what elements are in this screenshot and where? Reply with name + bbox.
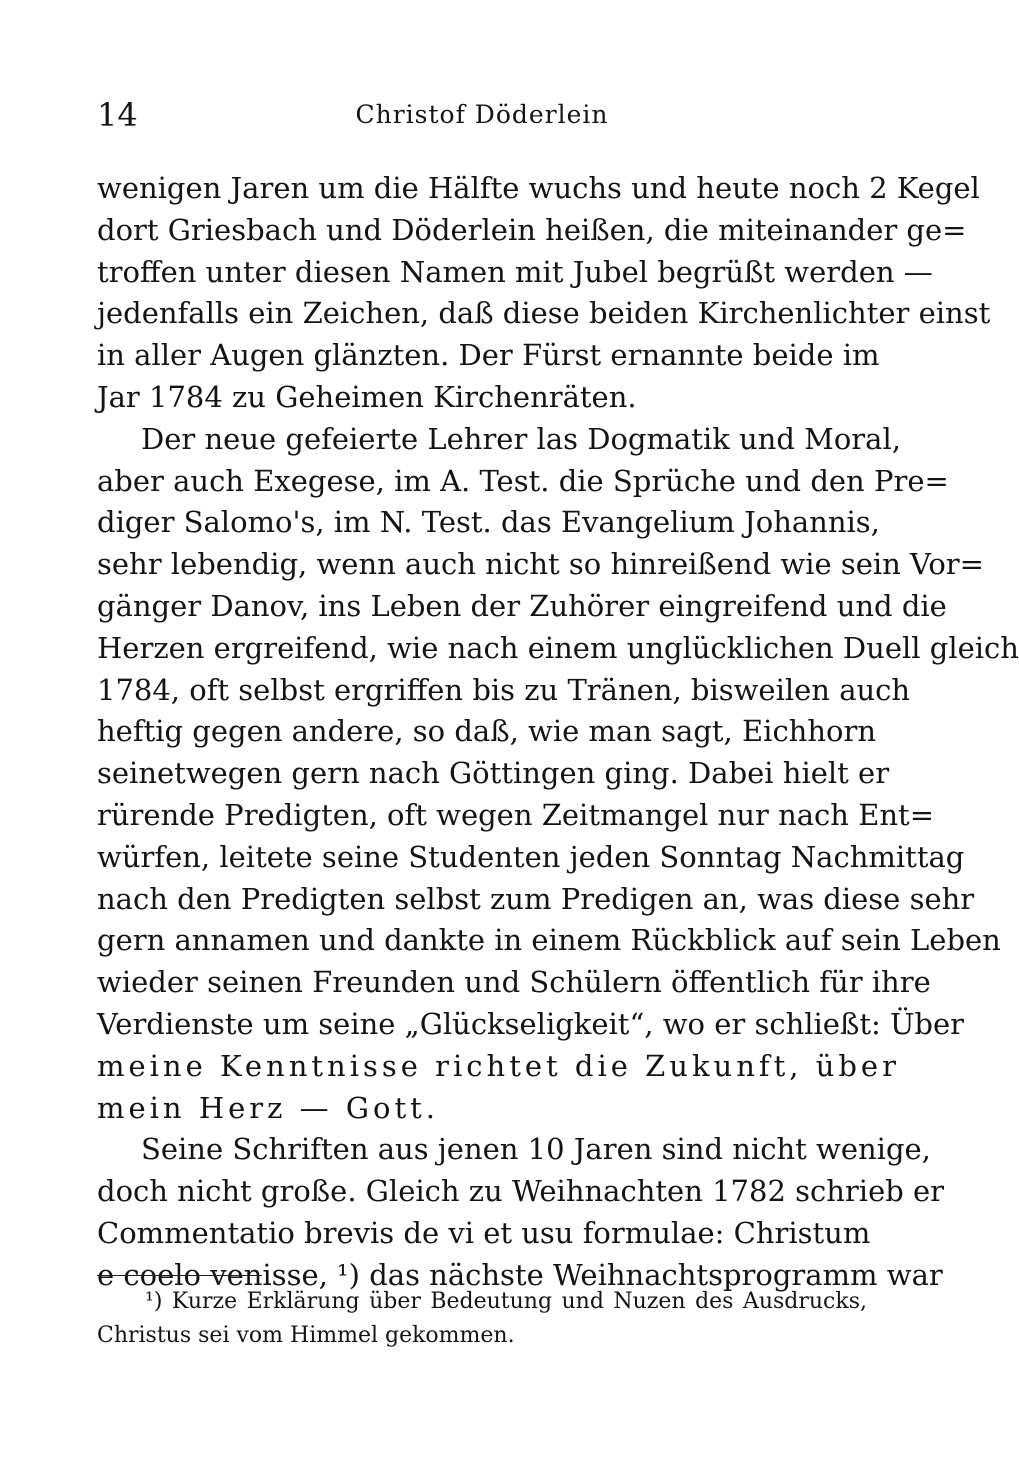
text-line: doch nicht große. Gleich zu Weihnachten 1782 schrieb er (97, 1174, 945, 1209)
text-line: Commentatio brevis de vi et usu formulae: Christum (97, 1215, 871, 1250)
text-line: Verdienste um seine „Glückseligkeit“, wo er schließt: Über (97, 1006, 965, 1041)
text-line: dort Griesbach und Döderlein heißen, die miteinander ge= (97, 212, 967, 247)
footnotes (97, 1285, 867, 1353)
footnote-line: Christus sei vom Himmel gekommen. (97, 1323, 515, 1348)
text-line: Seine Schriften aus jenen 10 Jaren sind nicht wenige, (141, 1132, 931, 1167)
text-line: wenigen Jaren um die Hälfte wuchs und heute noch 2 Kegel (97, 171, 980, 205)
text-line: nach den Predigten selbst zum Predigen an, was diese sehr (97, 881, 975, 916)
text-line: troffen unter diesen Namen mit Jubel begrüßt werden — (97, 254, 933, 289)
text-line: gern annamen und dankte in einem Rückblick auf sein Leben (97, 923, 1001, 958)
text-line: seinetwegen gern nach Göttingen ging. Dabei hielt er (97, 756, 890, 791)
text-line: jedenfalls ein Zeichen, daß diese beiden Kirchenlichter einst (97, 296, 991, 331)
text-line: sehr lebendig, wenn auch nicht so hinreißend wie sein Vor= (97, 547, 984, 582)
page-number: 14 (97, 96, 138, 134)
text-line: in aller Augen glänzten. Der Fürst ernannte beide im (97, 338, 880, 373)
text-line: Der neue gefeierte Lehrer las Dogmatik und Moral, (141, 421, 901, 456)
emphasized-text-line: mein Herz — Gott. (97, 1090, 440, 1125)
text-line: aber auch Exegese, im A. Test. die Sprüche und den Pre= (97, 463, 949, 498)
text-line: 1784, oft selbst ergriffen bis zu Tränen, bisweilen auch (97, 672, 911, 707)
footnote-line: ¹) Kurze Erklärung über Bedeutung und Nuzen des Ausdrucks, (145, 1289, 867, 1314)
text-line: würfen, leitete seine Studenten jeden Sonntag Nachmittag (97, 839, 965, 874)
text-line: diger Salomo's, im N. Test. das Evangelium Johannis, (97, 505, 880, 540)
body-text (97, 168, 1019, 1297)
page-header (97, 96, 867, 140)
emphasized-text-line: meine Kenntnisse richtet die Zukunft, über (97, 1048, 900, 1083)
text-line: e coelo venisse, ¹) das nächste Weihnachtsprogramm war (97, 1257, 943, 1292)
text-line: heftig gegen andere, so daß, wie man sagt, Eichhorn (97, 714, 877, 749)
text-line: Herzen ergreifend, wie nach einem unglücklichen Duell gleich (97, 630, 1019, 665)
running-title: Christof Döderlein (355, 100, 609, 129)
footnote-divider (97, 1275, 262, 1276)
text-line: Jar 1784 zu Geheimen Kirchenräten. (97, 379, 637, 414)
text-line: wieder seinen Freunden und Schülern öffentlich für ihre (97, 965, 931, 1000)
text-line: gänger Danov, ins Leben der Zuhörer eingreifend und die (97, 588, 947, 623)
text-line: rürende Predigten, oft wegen Zeitmangel nur nach Ent= (97, 797, 934, 832)
